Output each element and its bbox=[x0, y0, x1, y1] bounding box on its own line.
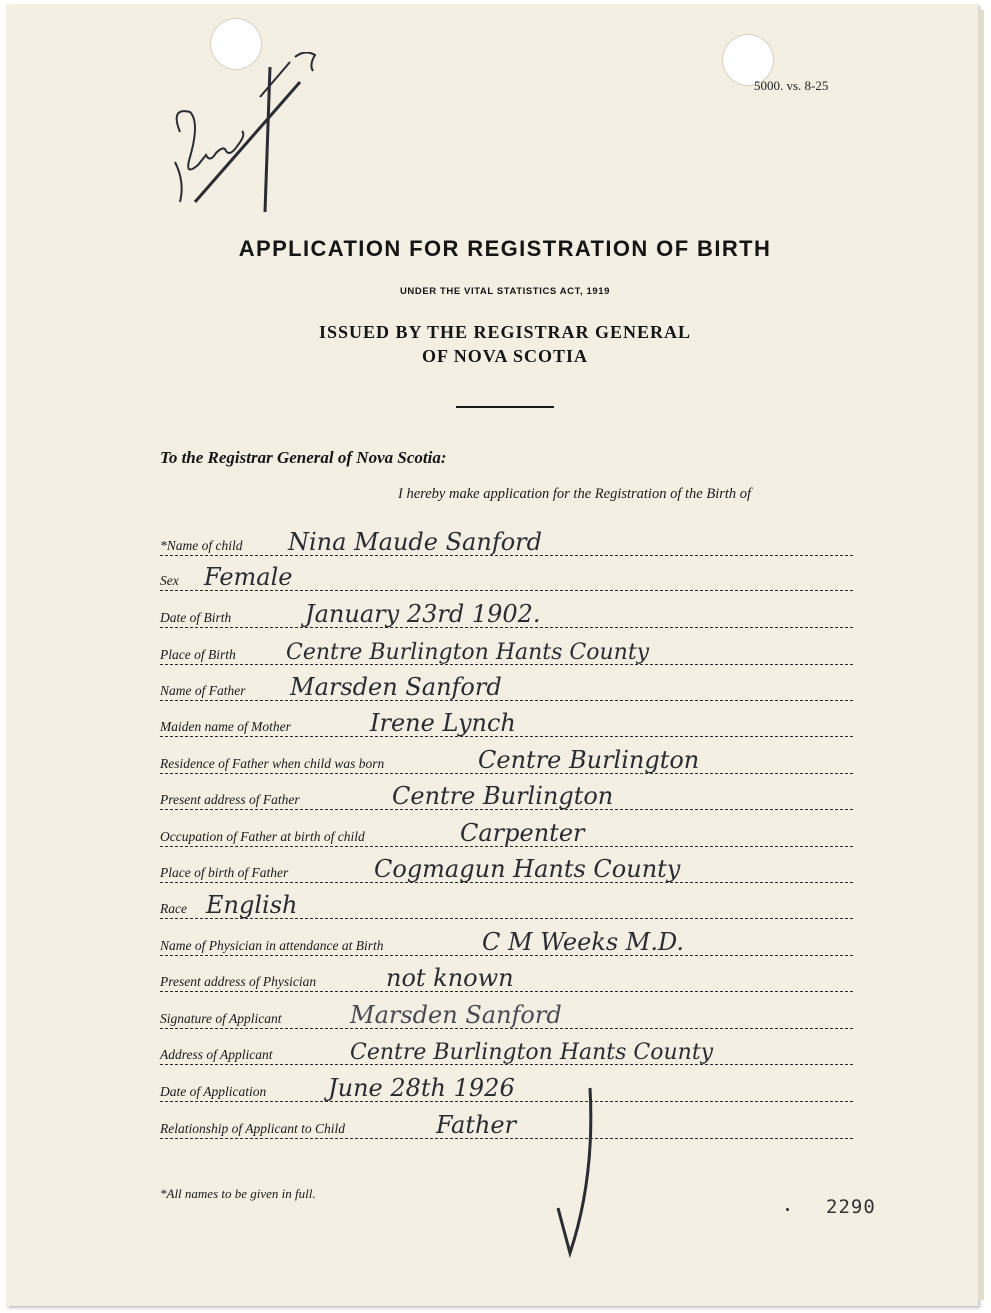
field-row-sex bbox=[160, 563, 853, 591]
header-divider bbox=[456, 406, 554, 408]
field-label: Place of birth of Father bbox=[160, 865, 289, 880]
field-value: Centre Burlington bbox=[392, 782, 614, 810]
field-label: Residence of Father when child was born bbox=[160, 756, 385, 771]
field-row-father-residence bbox=[160, 746, 853, 774]
field-label: Occupation of Father at birth of child bbox=[160, 829, 365, 844]
field-row-father-occupation bbox=[160, 819, 853, 847]
field-value: English bbox=[206, 891, 298, 919]
field-label: Present address of Physician bbox=[160, 974, 317, 989]
field-row-applicant-relationship bbox=[160, 1111, 853, 1139]
field-value: Father bbox=[436, 1111, 517, 1139]
field-value: Irene Lynch bbox=[370, 709, 516, 737]
document-subtitle: UNDER THE VITAL STATISTICS ACT, 1919 bbox=[399, 286, 611, 297]
salutation: To the Registrar General of Nova Scotia: bbox=[160, 448, 447, 467]
field-label: Signature of Applicant bbox=[160, 1011, 282, 1026]
field-row-race bbox=[160, 891, 853, 919]
field-label: Address of Applicant bbox=[160, 1047, 273, 1062]
field-value: Centre Burlington bbox=[478, 746, 700, 774]
field-row-father-address bbox=[160, 782, 853, 810]
field-row-father-name bbox=[160, 673, 853, 701]
ink-dot bbox=[786, 1208, 789, 1211]
field-label: Race bbox=[160, 901, 187, 916]
field-row-date-of-birth bbox=[160, 600, 853, 628]
field-label: Name of Father bbox=[160, 683, 246, 698]
field-label: Name of Physician in attendance at Birth bbox=[160, 938, 384, 953]
field-value: January 23rd 1902. bbox=[305, 600, 541, 628]
document-title: APPLICATION FOR REGISTRATION OF BIRTH bbox=[238, 236, 772, 261]
field-row-child-name bbox=[160, 528, 853, 556]
field-row-father-birthplace bbox=[160, 855, 853, 883]
field-label: Place of Birth bbox=[160, 647, 236, 662]
field-value: Carpenter bbox=[460, 819, 585, 847]
field-value: C M Weeks M.D. bbox=[482, 928, 685, 956]
field-value: Cogmagun Hants County bbox=[374, 855, 681, 883]
page-edge bbox=[978, 10, 984, 1300]
field-row-place-of-birth bbox=[160, 640, 853, 665]
form-code: 5000. vs. 8-25 bbox=[754, 78, 829, 93]
document-number: 2290 bbox=[826, 1196, 876, 1218]
check-mark-handwriting bbox=[540, 1078, 610, 1268]
field-row-physician-name bbox=[160, 928, 853, 956]
field-row-applicant-address bbox=[160, 1040, 853, 1065]
field-row-application-date bbox=[160, 1074, 853, 1102]
margin-annotation-handwriting bbox=[150, 52, 340, 222]
issuer-line-1: ISSUED BY THE REGISTRAR GENERAL bbox=[318, 322, 692, 342]
footnote: *All names to be given in full. bbox=[160, 1186, 316, 1201]
field-row-physician-address bbox=[160, 964, 853, 992]
field-label: Date of Application bbox=[160, 1084, 267, 1099]
issuer-line-2: OF NOVA SCOTIA bbox=[421, 346, 589, 366]
field-value: June 28th 1926 bbox=[328, 1074, 515, 1102]
field-value: Marsden Sanford bbox=[350, 1001, 562, 1029]
field-label: Date of Birth bbox=[160, 610, 232, 625]
field-label: *Name of child bbox=[160, 538, 243, 553]
field-row-mother-maiden-name bbox=[160, 709, 853, 737]
field-value: Female bbox=[204, 563, 293, 591]
field-value: Centre Burlington Hants County bbox=[286, 640, 650, 665]
field-value: not known bbox=[386, 964, 514, 992]
field-label: Relationship of Applicant to Child bbox=[160, 1121, 345, 1136]
field-value: Nina Maude Sanford bbox=[288, 528, 542, 556]
intro-text: I hereby make application for the Registration of the Birth of bbox=[398, 486, 752, 502]
field-label: Present address of Father bbox=[160, 792, 300, 807]
field-value: Marsden Sanford bbox=[290, 673, 502, 701]
field-label: Maiden name of Mother bbox=[160, 719, 291, 734]
field-row-applicant-signature bbox=[160, 1001, 853, 1029]
field-value: Centre Burlington Hants County bbox=[350, 1040, 714, 1065]
field-label: Sex bbox=[160, 573, 179, 588]
